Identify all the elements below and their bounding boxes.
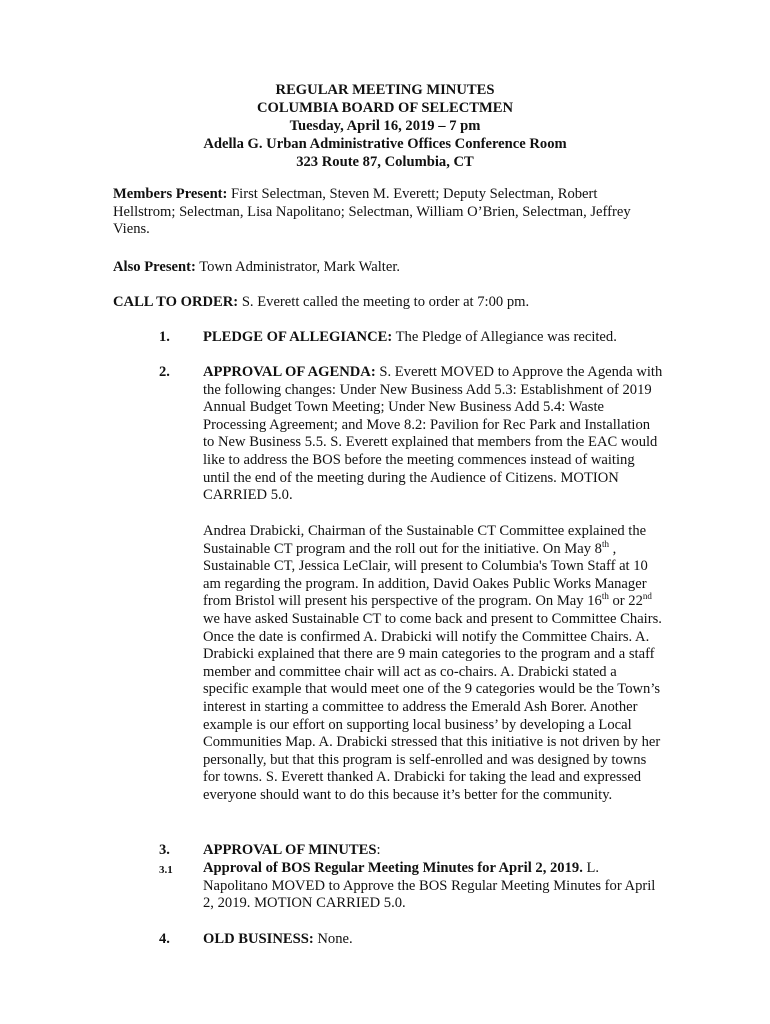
call-to-order-label: CALL TO ORDER: xyxy=(113,294,239,310)
item-heading: Approval of BOS Regular Meeting Minutes for April 2, 2019. xyxy=(203,860,583,876)
paragraph-text: we have asked Sustainable CT to come back and present to Committee Chairs. Once the date is confirmed A. Drabicki will notify the Committee Chairs. A. Drabicki explained that there are 9 main categories to the program and a staff member and committee chair will act as co-chairs. A. Drabicki stated a specific example that would meet one of the 9 categories would be the Town’s interest in starting a committee to address the Emerald Ash Borer. Another example is our effort on supporting local business’ by developing a Local Communities Map. A. Drabicki stressed that this initiative is not driven by her personally, but that this program is self-enrolled and was designed by towns for towns. S. Everett thanked A. Drabicki for taking the lead and expressed everyone should want to do this because it’s better for the community. xyxy=(203,610,662,803)
item-heading-colon: : xyxy=(376,842,381,858)
members-present-label: Members Present: xyxy=(113,186,228,202)
item-number: 3. xyxy=(159,842,170,858)
header-date: Tuesday, April 16, 2019 – 7 pm xyxy=(289,118,481,134)
item-heading: APPROVAL OF MINUTES xyxy=(203,842,377,858)
item-text: S. Everett MOVED to Approve the Agenda with the following changes: Under New Business Add 5.3: Establishment of 2019 Annual Budget Town Meeting; Under New Business Add 5.4: Waste Processing Agreement; and Move 8.2: Pavilion for Rec Park and Installation to New Business 5.5. S. Everett explained that members from the EAC would like to address the BOS before the meeting commences instead of waiting until the end of the meeting during the Audience of Citizens. MOTION CARRIED 5.0. xyxy=(203,364,663,504)
also-present xyxy=(113,259,658,277)
paragraph-text: or 22 xyxy=(608,593,643,610)
header-address: 323 Route 87, Columbia, CT xyxy=(296,154,474,170)
document-header xyxy=(0,81,770,171)
item-number: 1. xyxy=(159,329,170,345)
header-title: REGULAR MEETING MINUTES xyxy=(275,82,495,98)
sustainable-ct-paragraph xyxy=(203,523,663,805)
header-board: COLUMBIA BOARD OF SELECTMEN xyxy=(256,100,514,116)
header-location: Adella G. Urban Administrative Offices Conference Room xyxy=(203,136,567,152)
ordinal-suffix: th xyxy=(601,538,609,549)
item-number: 2. xyxy=(159,364,170,380)
paragraph-text: Andrea Drabicki, Chairman of the Sustainable CT Committee explained the Sustainable CT program and the roll out for the initiative. On May 8 xyxy=(203,523,647,557)
also-present-text: Town Administrator, Mark Walter. xyxy=(195,259,401,275)
call-to-order-text: S. Everett called the meeting to order at 7:00 pm. xyxy=(238,294,530,310)
members-present-text: First Selectman, Steven M. Everett; Deputy Selectman, Robert Hellstrom; Selectman, Lisa Napolitano; Selectman, William O’Brien, Selectman, Jeffrey Viens. xyxy=(113,186,631,238)
item-text: The Pledge of Allegiance was recited. xyxy=(392,329,617,345)
ordinal-suffix: th xyxy=(601,591,609,602)
call-to-order xyxy=(113,294,658,312)
item-number: 3.1 xyxy=(159,864,173,876)
item-text: None. xyxy=(313,931,353,947)
item-number: 4. xyxy=(159,931,170,947)
item-heading: PLEDGE OF ALLEGIANCE: xyxy=(203,329,393,345)
members-present xyxy=(113,186,658,239)
item-heading: OLD BUSINESS: xyxy=(203,931,314,947)
item-text: L. Napolitano MOVED to Approve the BOS Regular Meeting Minutes for April 2, 2019. MOTION CARRIED 5.0. xyxy=(203,860,656,912)
ordinal-suffix: nd xyxy=(642,591,652,602)
also-present-label: Also Present: xyxy=(113,259,196,275)
item-heading: APPROVAL OF AGENDA: xyxy=(203,364,376,380)
paragraph-text: , Sustainable CT, Jessica LeClair, will present to Columbia's Town Staff at 10 am regarding the program. In addition, David Oakes Public Works Manager from Bristol will present his perspective of the program. On May 16 xyxy=(203,540,648,610)
